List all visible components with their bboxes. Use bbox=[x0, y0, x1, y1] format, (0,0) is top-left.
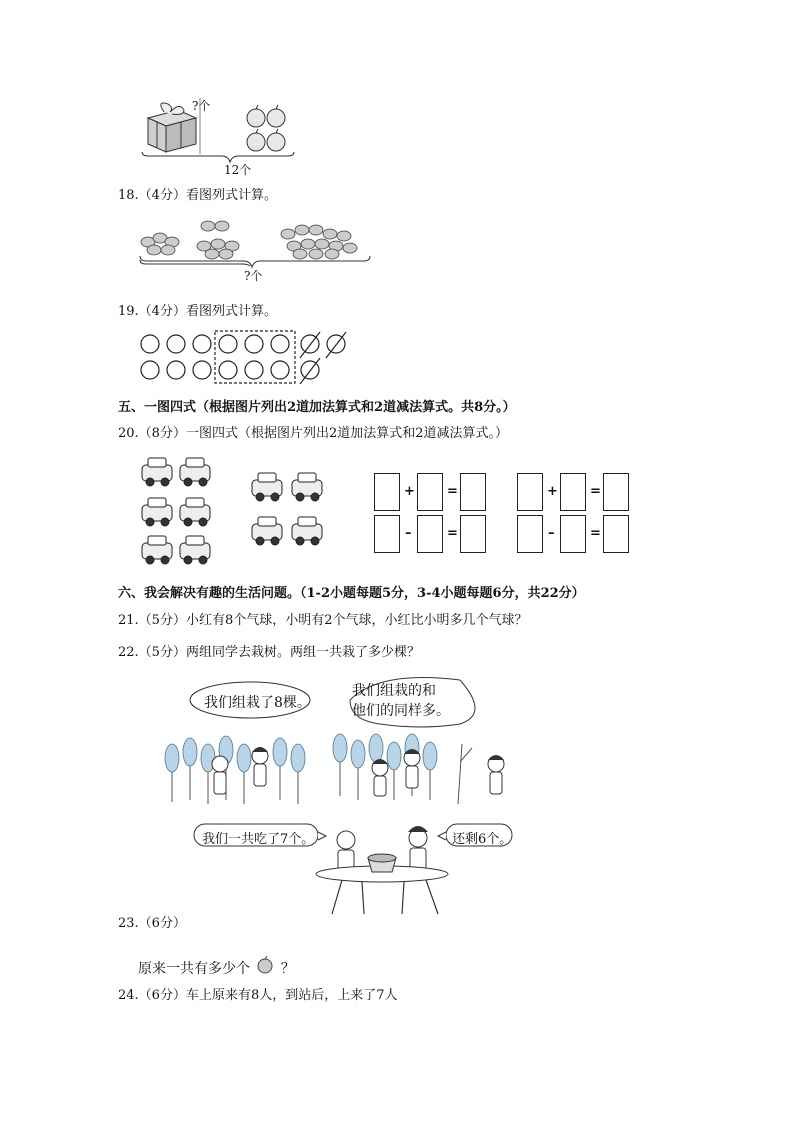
answer-box[interactable] bbox=[417, 473, 443, 511]
q22-bubble-right-line1: 我们组栽的和 bbox=[352, 683, 436, 699]
q18-text: 18.（4分）看图列式计算。 bbox=[118, 188, 277, 203]
q21-text: 21.（5分）小红有8个气球，小明有2个气球，小红比小明多几个气球？ bbox=[118, 613, 528, 628]
answer-box[interactable] bbox=[460, 515, 486, 553]
answer-box[interactable] bbox=[417, 515, 443, 553]
q23-text: 23.（6分） bbox=[118, 916, 186, 931]
equals-sign: = bbox=[447, 484, 458, 499]
q23-question-prefix: 原来一共有多少个 bbox=[138, 961, 250, 977]
car-icon bbox=[140, 455, 220, 569]
q22-illustration bbox=[160, 672, 530, 812]
q24-text: 24.（6分）车上原来有8人，到站后，上来了7人 bbox=[118, 988, 398, 1003]
answer-box[interactable] bbox=[560, 473, 586, 511]
equals-sign: = bbox=[447, 526, 458, 541]
q20-text: 20.（8分）一图四式（根据图片列出2道加法算式和2道减法算式。） bbox=[118, 426, 508, 441]
section5-heading: 五、一图四式（根据图片列出2道加法算式和2道减法算式。共8分。） bbox=[118, 400, 516, 415]
q22-text: 22.（5分）两组同学去栽树。两组一共栽了多少棵？ bbox=[118, 645, 420, 660]
answer-box[interactable] bbox=[374, 515, 400, 553]
minus-sign: – bbox=[405, 526, 412, 541]
answer-box[interactable] bbox=[603, 473, 629, 511]
section6-heading: 六、我会解决有趣的生活问题。（1-2小题每题5分，3-4小题每题6分，共22分） bbox=[118, 586, 585, 601]
answer-box[interactable] bbox=[517, 473, 543, 511]
minus-sign: – bbox=[548, 526, 555, 541]
q20-cars-left bbox=[140, 455, 220, 569]
q20-equations-left bbox=[374, 473, 494, 555]
q17-total-label: 12个 bbox=[224, 163, 252, 177]
q22-bubble-right-line2: 他们的同样多。 bbox=[352, 703, 450, 719]
q23-question-suffix: ？ bbox=[280, 961, 295, 977]
q23-illustration bbox=[190, 818, 520, 918]
q19-figure bbox=[138, 328, 358, 384]
q23-question bbox=[138, 956, 295, 977]
answer-box[interactable] bbox=[460, 473, 486, 511]
q17-figure bbox=[138, 96, 318, 176]
answer-box[interactable] bbox=[560, 515, 586, 553]
equals-sign: = bbox=[590, 526, 601, 541]
q23-bubble-left: 我们一共吃了7个。 bbox=[202, 832, 315, 847]
q23-bubble-right: 还剩6个。 bbox=[452, 832, 513, 847]
answer-box[interactable] bbox=[517, 515, 543, 553]
q20-equations-right bbox=[517, 473, 637, 555]
car-icon bbox=[250, 470, 330, 554]
answer-box[interactable] bbox=[603, 515, 629, 553]
q22-bubble-left: 我们组栽了8棵。 bbox=[204, 695, 311, 711]
q20-cars-right bbox=[250, 470, 330, 554]
q19-text: 19.（4分）看图列式计算。 bbox=[118, 304, 277, 319]
plus-sign: + bbox=[547, 484, 558, 499]
answer-box[interactable] bbox=[374, 473, 400, 511]
apple-icon bbox=[256, 956, 274, 974]
equals-sign: = bbox=[590, 484, 601, 499]
circles-figure bbox=[138, 328, 358, 384]
plus-sign: + bbox=[404, 484, 415, 499]
q18-total-label: ?个 bbox=[244, 269, 263, 283]
q18-figure bbox=[138, 214, 378, 286]
q17-unknown-label: ?个 bbox=[192, 99, 211, 113]
